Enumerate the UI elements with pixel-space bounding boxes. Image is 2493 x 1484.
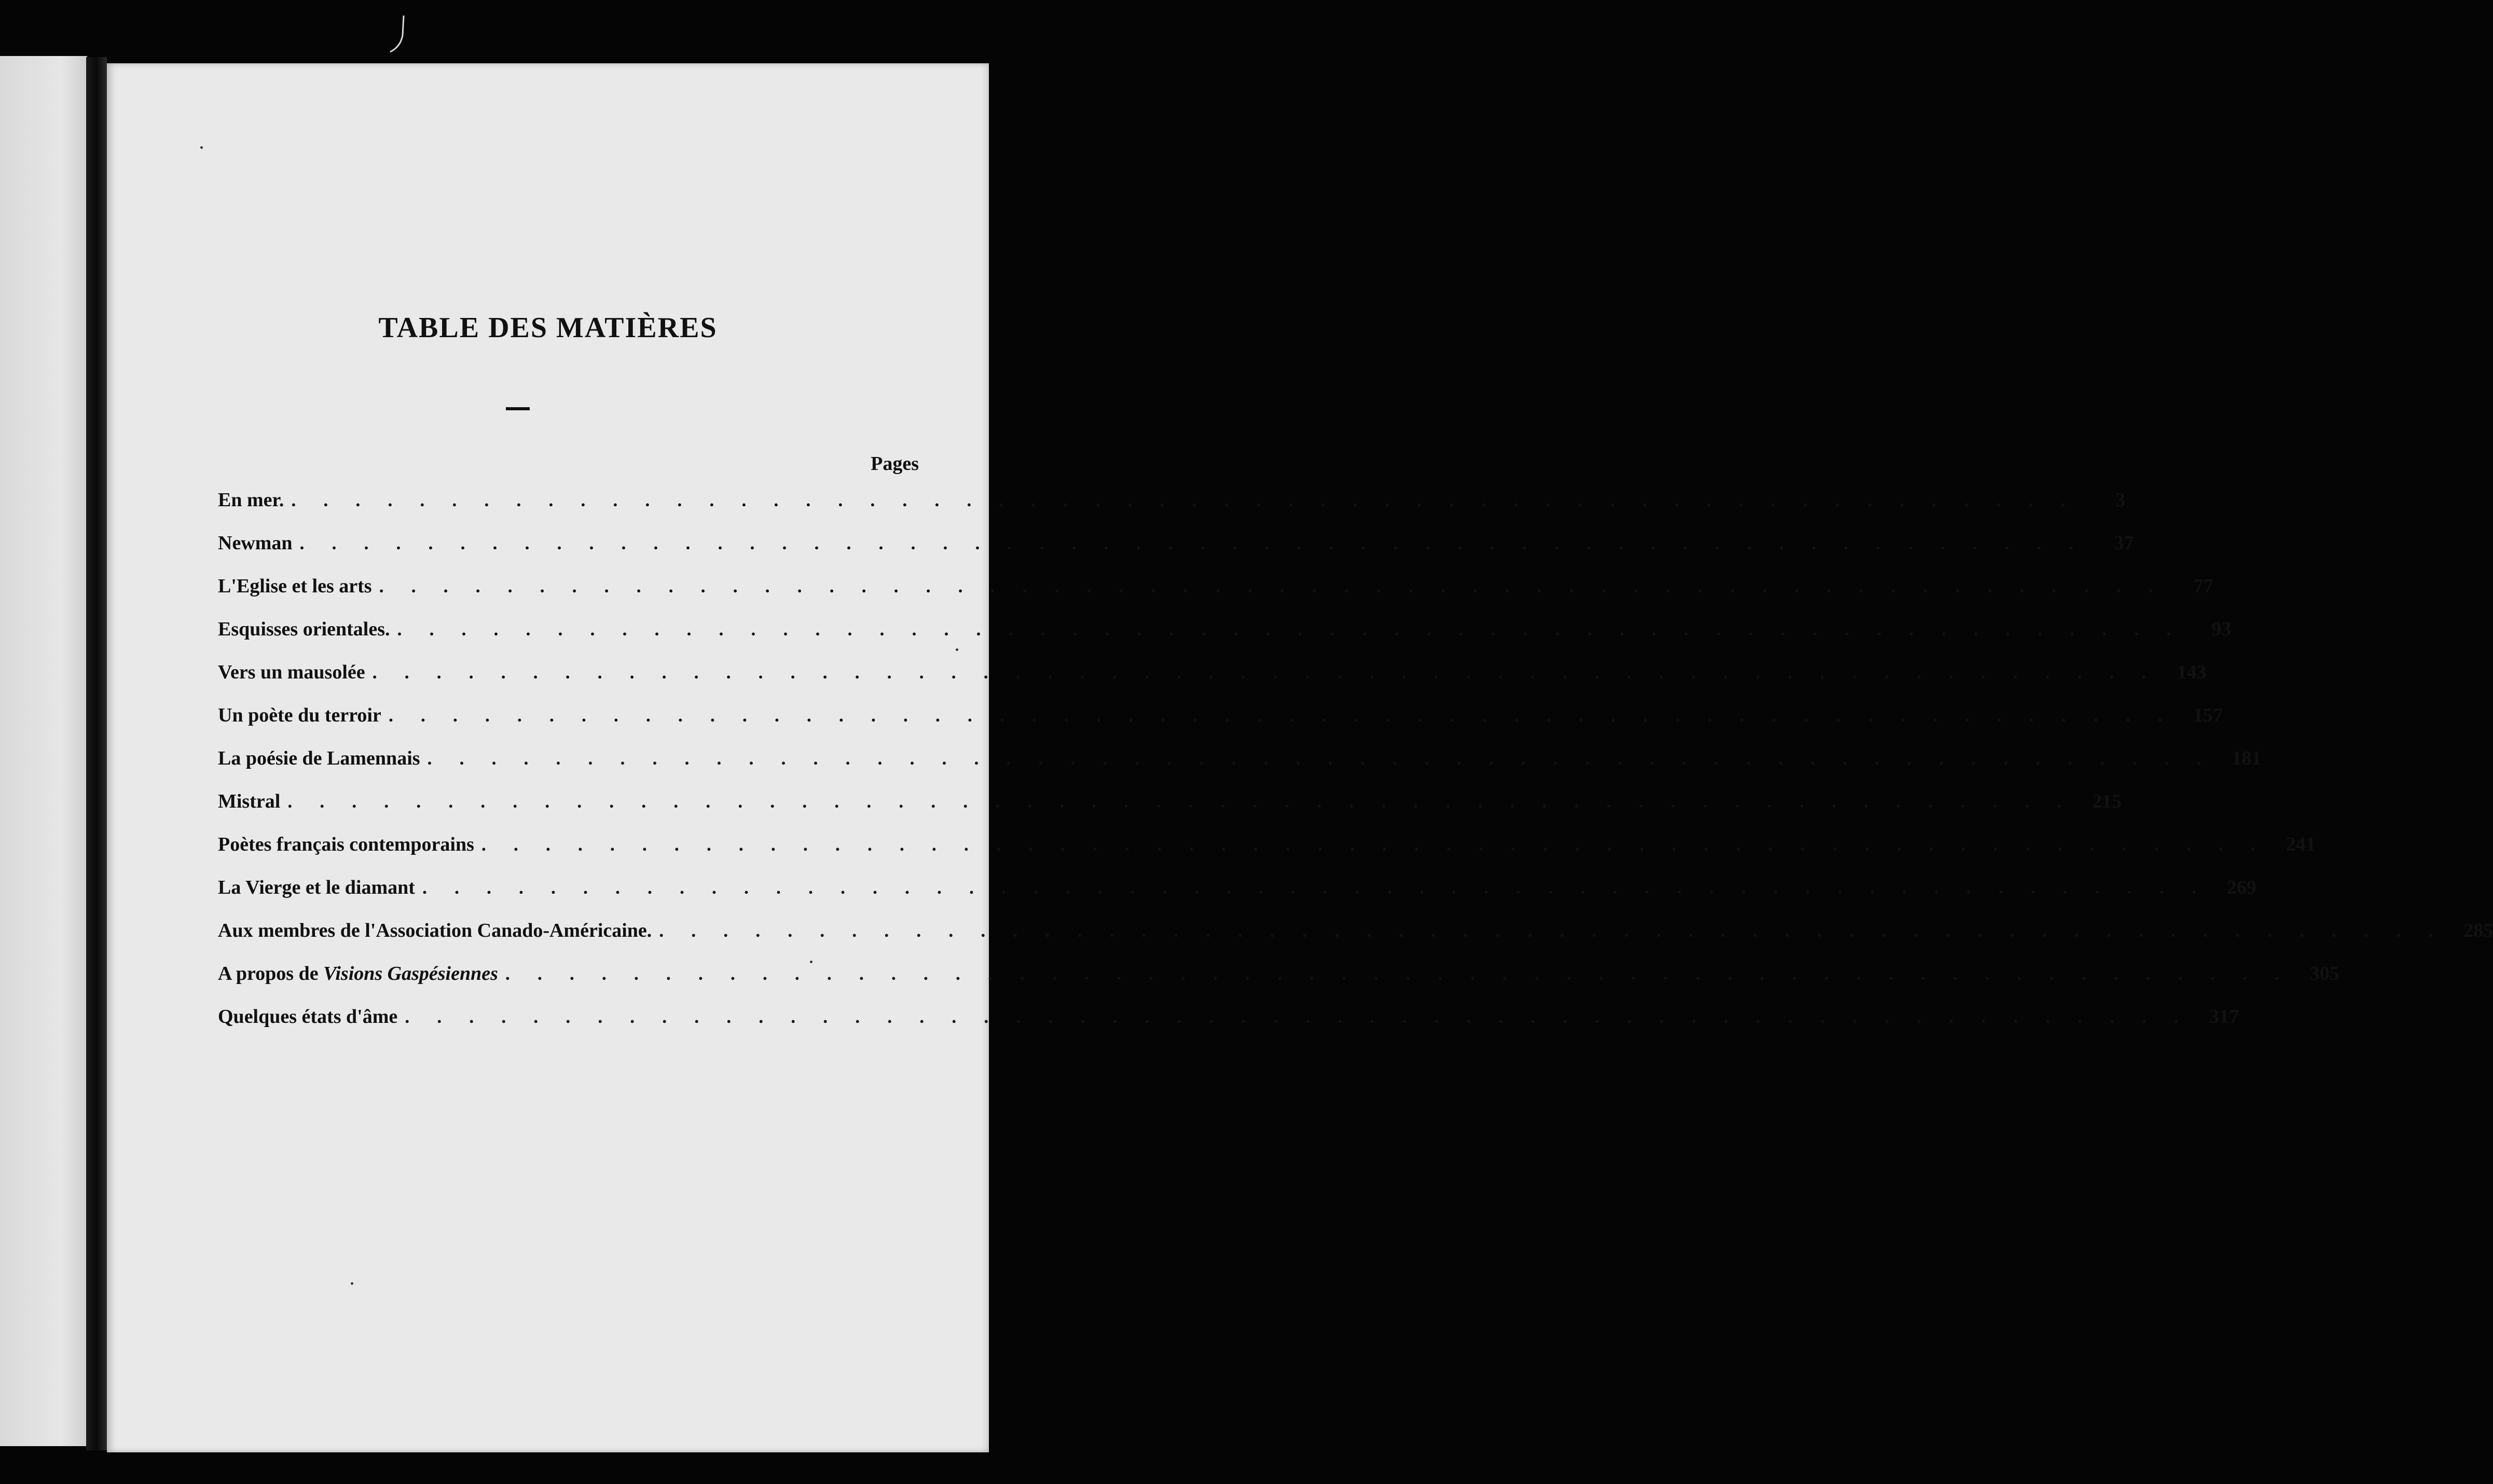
toc-entry-title: Newman bbox=[218, 532, 293, 554]
toc-entry-title-italic: Visions Gaspésiennes bbox=[323, 963, 498, 984]
book-page bbox=[107, 63, 2493, 1452]
toc-entry-title: Quelques états d'âme bbox=[218, 1006, 398, 1028]
toc-entry-title: Aux membres de l'Association Canado-Américaine. bbox=[218, 920, 652, 941]
toc-entry-page: 285 bbox=[2463, 920, 2493, 941]
toc-entry bbox=[218, 919, 2493, 962]
dot-leader: . . . . . . . . . . . . . . . . . . . . . . . . . . . . . . . . . . . . . . . . . . . . . . . . . . . . . . . . bbox=[379, 576, 2165, 597]
dot-leader: . . . . . . . . . . . . . . . . . . . . . . . . . . . . . . . . . . . . . . . . . . . . . . . . . . . . . . . . bbox=[405, 1006, 2191, 1027]
toc-entry-page: 143 bbox=[2177, 661, 2207, 683]
toc-entry-title bbox=[218, 962, 498, 985]
toc-entry-title: Esquisses orientales. bbox=[218, 618, 390, 640]
toc-entry bbox=[218, 962, 2339, 1005]
ink-mark bbox=[388, 15, 409, 56]
toc-entry bbox=[218, 1005, 2239, 1048]
toc-entry-page: 93 bbox=[2211, 618, 2232, 640]
toc-entry-title-prefix: A propos de bbox=[218, 963, 324, 984]
toc-entry-title: Poètes français contemporains bbox=[218, 834, 474, 855]
toc-entry-title: Un poète du terroir bbox=[218, 704, 381, 726]
toc-entry-title: Mistral bbox=[218, 790, 281, 812]
toc-entry-page: 37 bbox=[2114, 532, 2134, 554]
toc-entry-page: 181 bbox=[2232, 747, 2262, 769]
toc-entry bbox=[218, 575, 2213, 618]
dot-leader: . . . . . . . . . . . . . . . . . . . . . . . . . . . . . . . . . . . . . . . . . . . . . . . . . . . . . . . . bbox=[427, 748, 2213, 769]
dot-leader: . . . . . . . . . . . . . . . . . . . . . . . . . . . . . . . . . . . . . . . . . . . . . . . . . . . . . . . . bbox=[372, 662, 2158, 683]
toc-entry bbox=[218, 833, 2316, 876]
toc-entry bbox=[218, 876, 2256, 919]
toc-entry bbox=[218, 790, 2122, 833]
toc-entry-page: 157 bbox=[2193, 704, 2223, 726]
toc-entry-page: 77 bbox=[2193, 575, 2213, 597]
toc-entry-page: 3 bbox=[2115, 489, 2126, 511]
dot-leader: . . . . . . . . . . . . . . . . . . . . . . . . . . . . . . . . . . . . . . . . . . . . . . . . . . . . . . . . bbox=[291, 490, 2077, 510]
paper-speck bbox=[956, 648, 958, 651]
paper-speck bbox=[200, 146, 203, 149]
table-of-contents bbox=[218, 489, 2493, 1048]
dot-leader: . . . . . . . . . . . . . . . . . . . . . . . . . . . . . . . . . . . . . . . . . . . . . . . . . . . . . . . . bbox=[299, 533, 2085, 553]
toc-entry-page: 269 bbox=[2226, 877, 2256, 898]
toc-entry bbox=[218, 489, 2126, 532]
dot-leader: . . . . . . . . . . . . . . . . . . . . . . . . . . . . . . . . . . . . . . . . . . . . . . . . . . . . . . . . bbox=[422, 877, 2208, 898]
page-title: TABLE DES MATIÈRES bbox=[378, 312, 718, 344]
toc-entry-page: 215 bbox=[2092, 790, 2122, 812]
toc-entry-title: Vers un mausolée bbox=[218, 661, 365, 683]
pages-column-header: Pages bbox=[871, 453, 919, 475]
toc-entry-title: La poésie de Lamennais bbox=[218, 747, 420, 769]
dot-leader: . . . . . . . . . . . . . . . . . . . . . . . . . . . . . . . . . . . . . . . . . . . . . . . . . . . . . . . . bbox=[388, 705, 2174, 726]
dot-leader: . . . . . . . . . . . . . . . . . . . . . . . . . . . . . . . . . . . . . . . . . . . . . . . . . . . . . . . . bbox=[481, 834, 2267, 855]
toc-entry bbox=[218, 704, 2223, 747]
dot-leader: . . . . . . . . . . . . . . . . . . . . . . . . . . . . . . . . . . . . . . . . . . . . . . . . . . . . . . . . bbox=[659, 920, 2445, 941]
previous-page-edge bbox=[0, 56, 87, 1446]
dot-leader: . . . . . . . . . . . . . . . . . . . . . . . . . . . . . . . . . . . . . . . . . . . . . . . . . . . . . . . . bbox=[505, 963, 2291, 984]
toc-entry-page: 317 bbox=[2209, 1006, 2239, 1028]
toc-entry-title: L'Eglise et les arts bbox=[218, 575, 372, 597]
toc-entry-title: La Vierge et le diamant bbox=[218, 877, 415, 898]
title-rule bbox=[506, 407, 530, 410]
paper-speck bbox=[810, 961, 812, 963]
toc-entry-title: En mer. bbox=[218, 489, 284, 511]
dot-leader: . . . . . . . . . . . . . . . . . . . . . . . . . . . . . . . . . . . . . . . . . . . . . . . . . . . . . . . . bbox=[397, 619, 2183, 640]
toc-entry bbox=[218, 532, 2134, 575]
toc-entry bbox=[218, 661, 2207, 704]
toc-entry bbox=[218, 618, 2232, 661]
book-gutter bbox=[86, 57, 107, 1450]
toc-entry bbox=[218, 747, 2262, 790]
toc-entry-page: 305 bbox=[2309, 963, 2339, 984]
dot-leader: . . . . . . . . . . . . . . . . . . . . . . . . . . . . . . . . . . . . . . . . . . . . . . . . . . . . . . . . bbox=[287, 791, 2073, 812]
paper-speck bbox=[351, 1282, 353, 1285]
toc-entry-page: 241 bbox=[2285, 834, 2316, 855]
